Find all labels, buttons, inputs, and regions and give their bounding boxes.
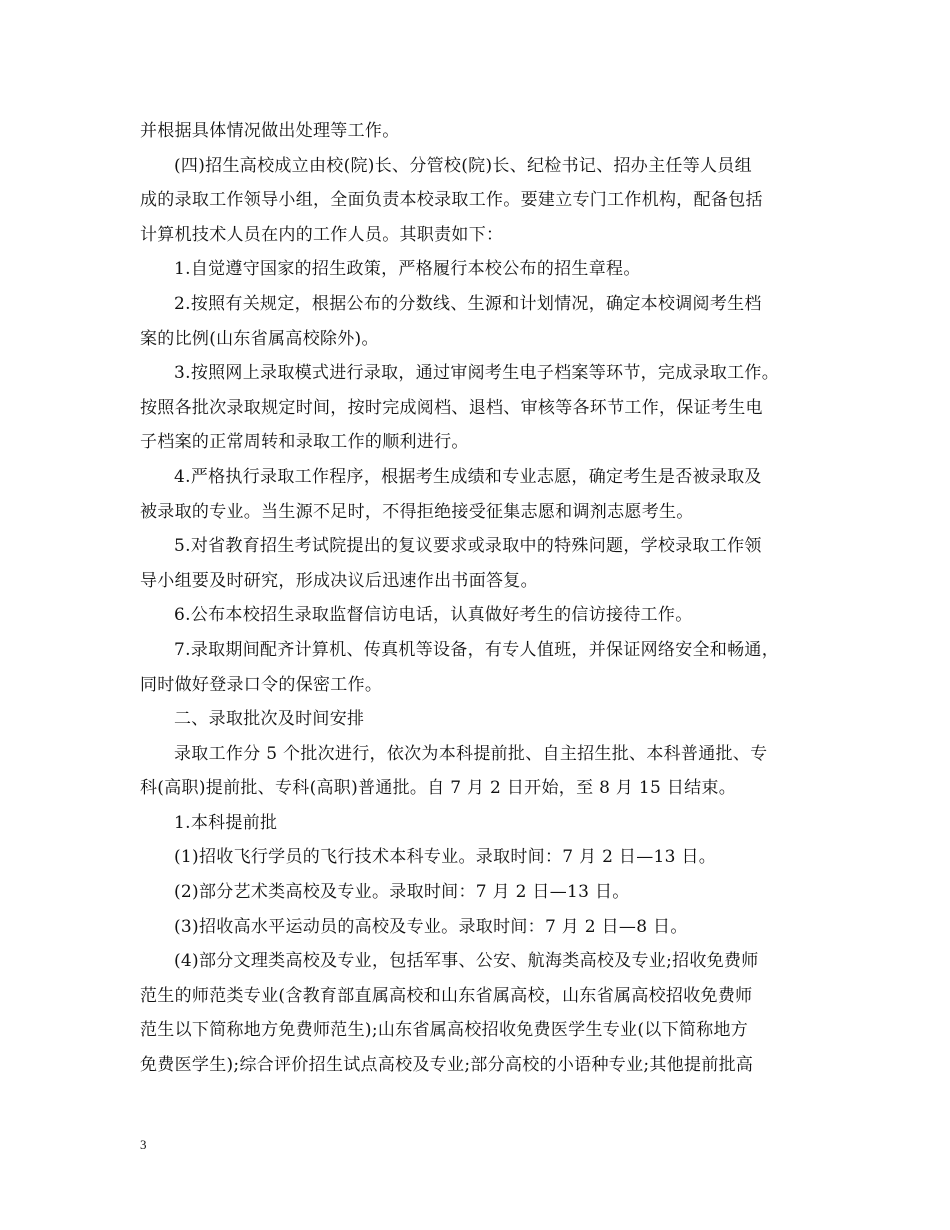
text-line: 并根据具体情况做出处理等工作。 [140,121,400,141]
text-line: 范生以下简称地方免费师范生);山东省属高校招收免费医学生专业(以下简称地方 [140,1020,749,1041]
text-line: (四)招生高校成立由校(院)长、分管校(院)长、纪检书记、招办主任等人员组 [174,155,752,176]
text-line: 计算机技术人员在内的工作人员。其职责如下： [140,224,504,245]
text-line: 2.按照有关规定，根据公布的分数线、生源和计划情况，确定本校调阅考生档 [174,293,762,314]
text-line: (2)部分艺术类高校及专业。录取时间：7 月 2 日—13 日。 [174,882,630,903]
text-line: 1.自觉遵守国家的招生政策，严格履行本校公布的招生章程。 [174,259,641,280]
text-line: (4)部分文理类高校及专业，包括军事、公安、航海类高校及专业;招收免费师 [174,951,759,972]
text-line: 导小组要及时研究，形成决议后迅速作出书面答复。 [140,570,538,591]
text-line: 免费医学生);综合评价招生试点高校及专业;部分高校的小语种专业;其他提前批高 [140,1055,754,1076]
text-line: 按照各批次录取规定时间，按时完成阅档、退档、审核等各环节工作，保证考生电 [140,397,763,418]
text-line: 案的比例(山东省属高校除外)。 [140,328,379,349]
text-line: (1)招收飞行学员的飞行技术本科专业。录取时间：7 月 2 日—13 日。 [174,847,717,868]
text-line: 6.公布本校招生录取监督信访电话，认真做好考生的信访接待工作。 [174,605,693,626]
text-line: 3.按照网上录取模式进行录取，通过审阅考生电子档案等环节，完成录取工作。 [174,363,780,384]
text-line: 被录取的专业。当生源不足时，不得拒绝接受征集志愿和调剂志愿考生。 [140,501,694,522]
document-body [140,114,816,1083]
text-line: 范生的师范类专业(含教育部直属高校和山东省属高校，山东省属高校招收免费师 [140,985,753,1006]
text-line: 同时做好登录口令的保密工作。 [140,674,383,695]
text-line: 录取工作分 5 个批次进行，依次为本科提前批、自主招生批、本科普通批、专 [174,743,768,764]
text-line: 4.严格执行录取工作程序，根据考生成绩和专业志愿，确定考生是否被录取及 [174,466,762,487]
text-line: 成的录取工作领导小组，全面负责本校录取工作。要建立专门工作机构，配备包括 [140,190,763,211]
text-line: 5.对省教育招生考试院提出的复议要求或录取中的特殊问题，学校录取工作领 [174,536,762,557]
page-number: 3 [140,1137,147,1152]
text-line: 1.本科提前批 [174,812,278,833]
text-line: 子档案的正常周转和录取工作的顺利进行。 [140,432,469,453]
text-line: 科(高职)提前批、专科(高职)普通批。自 7 月 2 日开始，至 8 月 15 日结束。 [140,778,737,799]
text-line: 7.录取期间配齐计算机、传真机等设备，有专人值班，并保证网络安全和畅通， [174,639,780,660]
text-line: (3)招收高水平运动员的高校及专业。录取时间：7 月 2 日—8 日。 [174,916,688,937]
text-line: 二、录取批次及时间安排 [174,709,365,730]
